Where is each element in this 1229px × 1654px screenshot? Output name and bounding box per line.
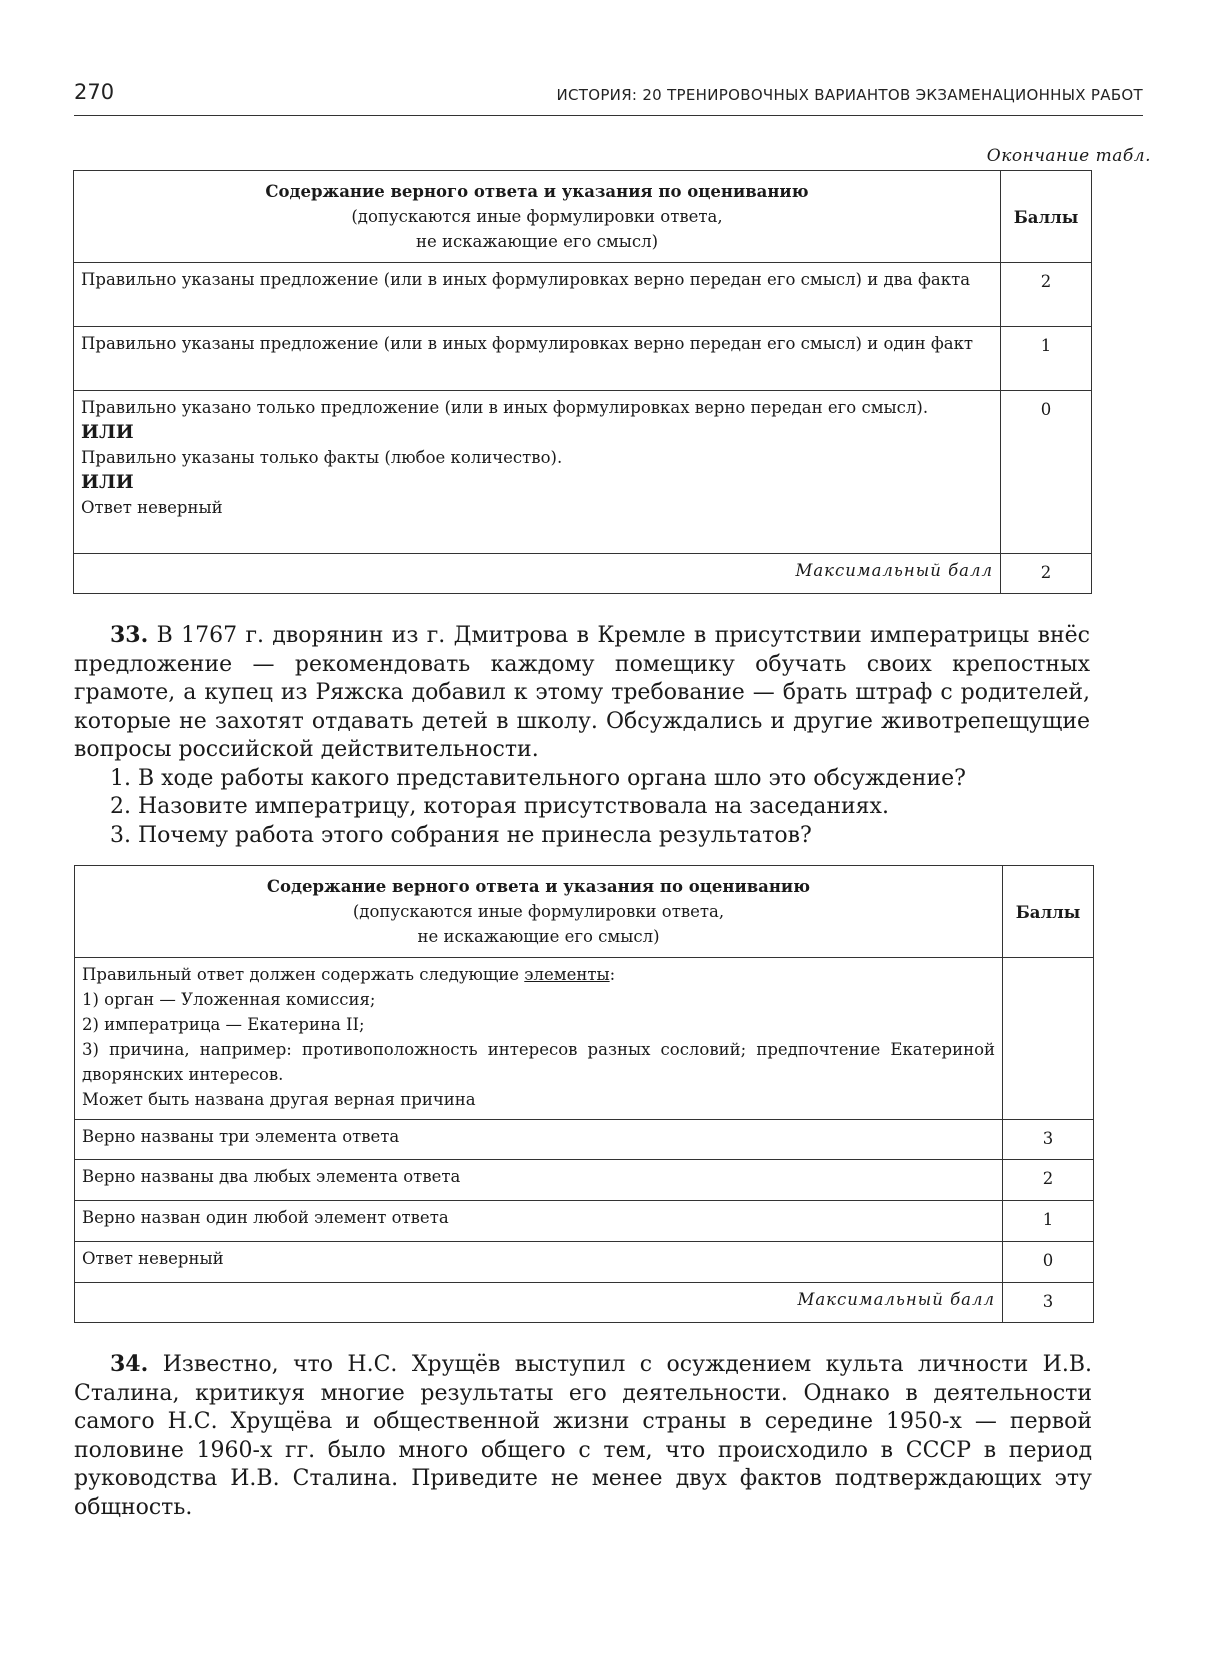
table-row — [75, 1160, 1094, 1201]
header-points: Баллы — [1003, 866, 1094, 958]
header-subtitle-1: (допускаются иные формулировки ответа, — [352, 902, 725, 921]
table-header-content — [74, 171, 1001, 263]
grading-table-32 — [73, 170, 1092, 594]
task-item: 3. Почему работа этого собрания не принесла результатов? — [110, 822, 812, 848]
max-score-row — [75, 1283, 1094, 1323]
table-header-row — [74, 171, 1092, 263]
task-item: 2. Назовите императрицу, которая присутствовала на заседаниях. — [110, 794, 889, 819]
header-subtitle-2: не искажающие его смысл) — [415, 232, 659, 251]
criterion-text: Ответ неверный — [75, 1242, 1003, 1283]
or-separator: ИЛИ — [81, 471, 134, 493]
max-score-label: Максимальный балл — [74, 554, 1001, 594]
criterion-points: 1 — [1003, 1201, 1094, 1242]
empty-points-cell — [1003, 958, 1094, 1120]
answer-intro-colon: : — [609, 965, 616, 984]
or-separator: ИЛИ — [81, 421, 134, 443]
question-34-text — [74, 1350, 1092, 1522]
task-item: 1. В ходе работы какого представительного органа шло это обсуждение? — [110, 765, 966, 791]
header-divider — [74, 115, 1143, 116]
criterion-text: Правильно указаны предложение (или в иных формулировках верно передан его смысл) и один факт — [74, 327, 1001, 391]
max-score-label: Максимальный балл — [75, 1283, 1003, 1323]
header-title: Содержание верного ответа и указания по оцениванию — [266, 877, 811, 896]
page-number: 270 — [74, 80, 115, 104]
header-subtitle-1: (допускаются иные формулировки ответа, — [351, 207, 723, 226]
answer-note: Может быть названа другая верная причина — [82, 1090, 476, 1109]
question-34 — [74, 1350, 1092, 1522]
table-row — [75, 1201, 1094, 1242]
question-number: 33. — [110, 622, 149, 648]
table-row — [74, 391, 1092, 554]
table-row — [75, 1242, 1094, 1283]
header-subtitle-2: не искажающие его смысл) — [417, 927, 660, 946]
header-title: Содержание верного ответа и указания по оцениванию — [265, 182, 809, 201]
header-points: Баллы — [1001, 171, 1092, 263]
running-title: ИСТОРИЯ: 20 ТРЕНИРОВОЧНЫХ ВАРИАНТОВ ЭКЗАМЕНАЦИОННЫХ РАБОТ — [556, 86, 1143, 104]
answer-intro-keyword: элементы — [524, 965, 610, 984]
max-score-value: 2 — [1001, 554, 1092, 594]
answer-element-1: 1) орган — Уложенная комиссия; — [82, 990, 376, 1009]
max-score-row — [74, 554, 1092, 594]
criterion-text: Верно назван один любой элемент ответа — [75, 1201, 1003, 1242]
criterion-points: 0 — [1003, 1242, 1094, 1283]
criterion-points: 2 — [1003, 1160, 1094, 1201]
grading-table-33 — [74, 865, 1094, 1323]
question-body: В 1767 г. дворянин из г. Дмитрова в Кремле в присутствии императрицы внёс предложение — рекомендовать каждому помещику обучать своих крепостных грамоте, а купец из Ряжска добавил к этому требование — брать штраф с родителей, которые не захотят отдавать детей в школу. Обсуждались и другие животрепещущие вопросы российской действительности. — [74, 623, 1090, 762]
criterion-line: Правильно указаны только факты (любое количество). — [81, 448, 563, 467]
question-number: 34. — [110, 1351, 149, 1377]
table-header-content — [75, 866, 1003, 958]
criterion-points: 3 — [1003, 1120, 1094, 1160]
table-row — [74, 263, 1092, 327]
max-score-value: 3 — [1003, 1283, 1094, 1323]
question-33 — [74, 621, 1090, 850]
question-33-tasks — [74, 765, 1090, 851]
criterion-text: Правильно указаны предложение (или в иных формулировках верно передан его смысл) и два факта — [74, 263, 1001, 327]
criterion-text: Верно названы два любых элемента ответа — [75, 1160, 1003, 1201]
criterion-line: Ответ неверный — [81, 498, 223, 517]
answer-element-3: 3) причина, например: противоположность интересов разных сословий; предпочтение Екатериной дворянских интересов. — [82, 1040, 995, 1084]
criterion-line: Правильно указано только предложение (или в иных формулировках верно передан его смысл). — [81, 398, 929, 417]
table-header-row — [75, 866, 1094, 958]
answer-elements-row — [75, 958, 1094, 1120]
criterion-points: 0 — [1001, 391, 1092, 554]
answer-intro — [82, 962, 995, 987]
question-body: Известно, что Н.С. Хрущёв выступил с осуждением культа личности И.В. Сталина, критикуя многие результаты его деятельности. Однако в деятельности самого Н.С. Хрущёва и общественной жизни страны в середине 1950-х — первой половине 1960-х гг. было много общего с тем, что происходило в СССР в период руководства И.В. Сталина. Приведите не менее двух фактов подтверждающих эту общность. — [74, 1352, 1092, 1520]
criterion-text: Верно названы три элемента ответа — [75, 1120, 1003, 1160]
criterion-text — [74, 391, 1001, 554]
table-row — [75, 1120, 1094, 1160]
answer-elements — [75, 958, 1003, 1120]
question-33-text — [74, 621, 1090, 765]
criterion-points: 1 — [1001, 327, 1092, 391]
table-continuation-note: Окончание табл. — [986, 146, 1151, 166]
answer-intro-text: Правильный ответ должен содержать следующие — [82, 965, 525, 984]
answer-element-2: 2) императрица — Екатерина II; — [82, 1015, 365, 1034]
table-row — [74, 327, 1092, 391]
criterion-points: 2 — [1001, 263, 1092, 327]
